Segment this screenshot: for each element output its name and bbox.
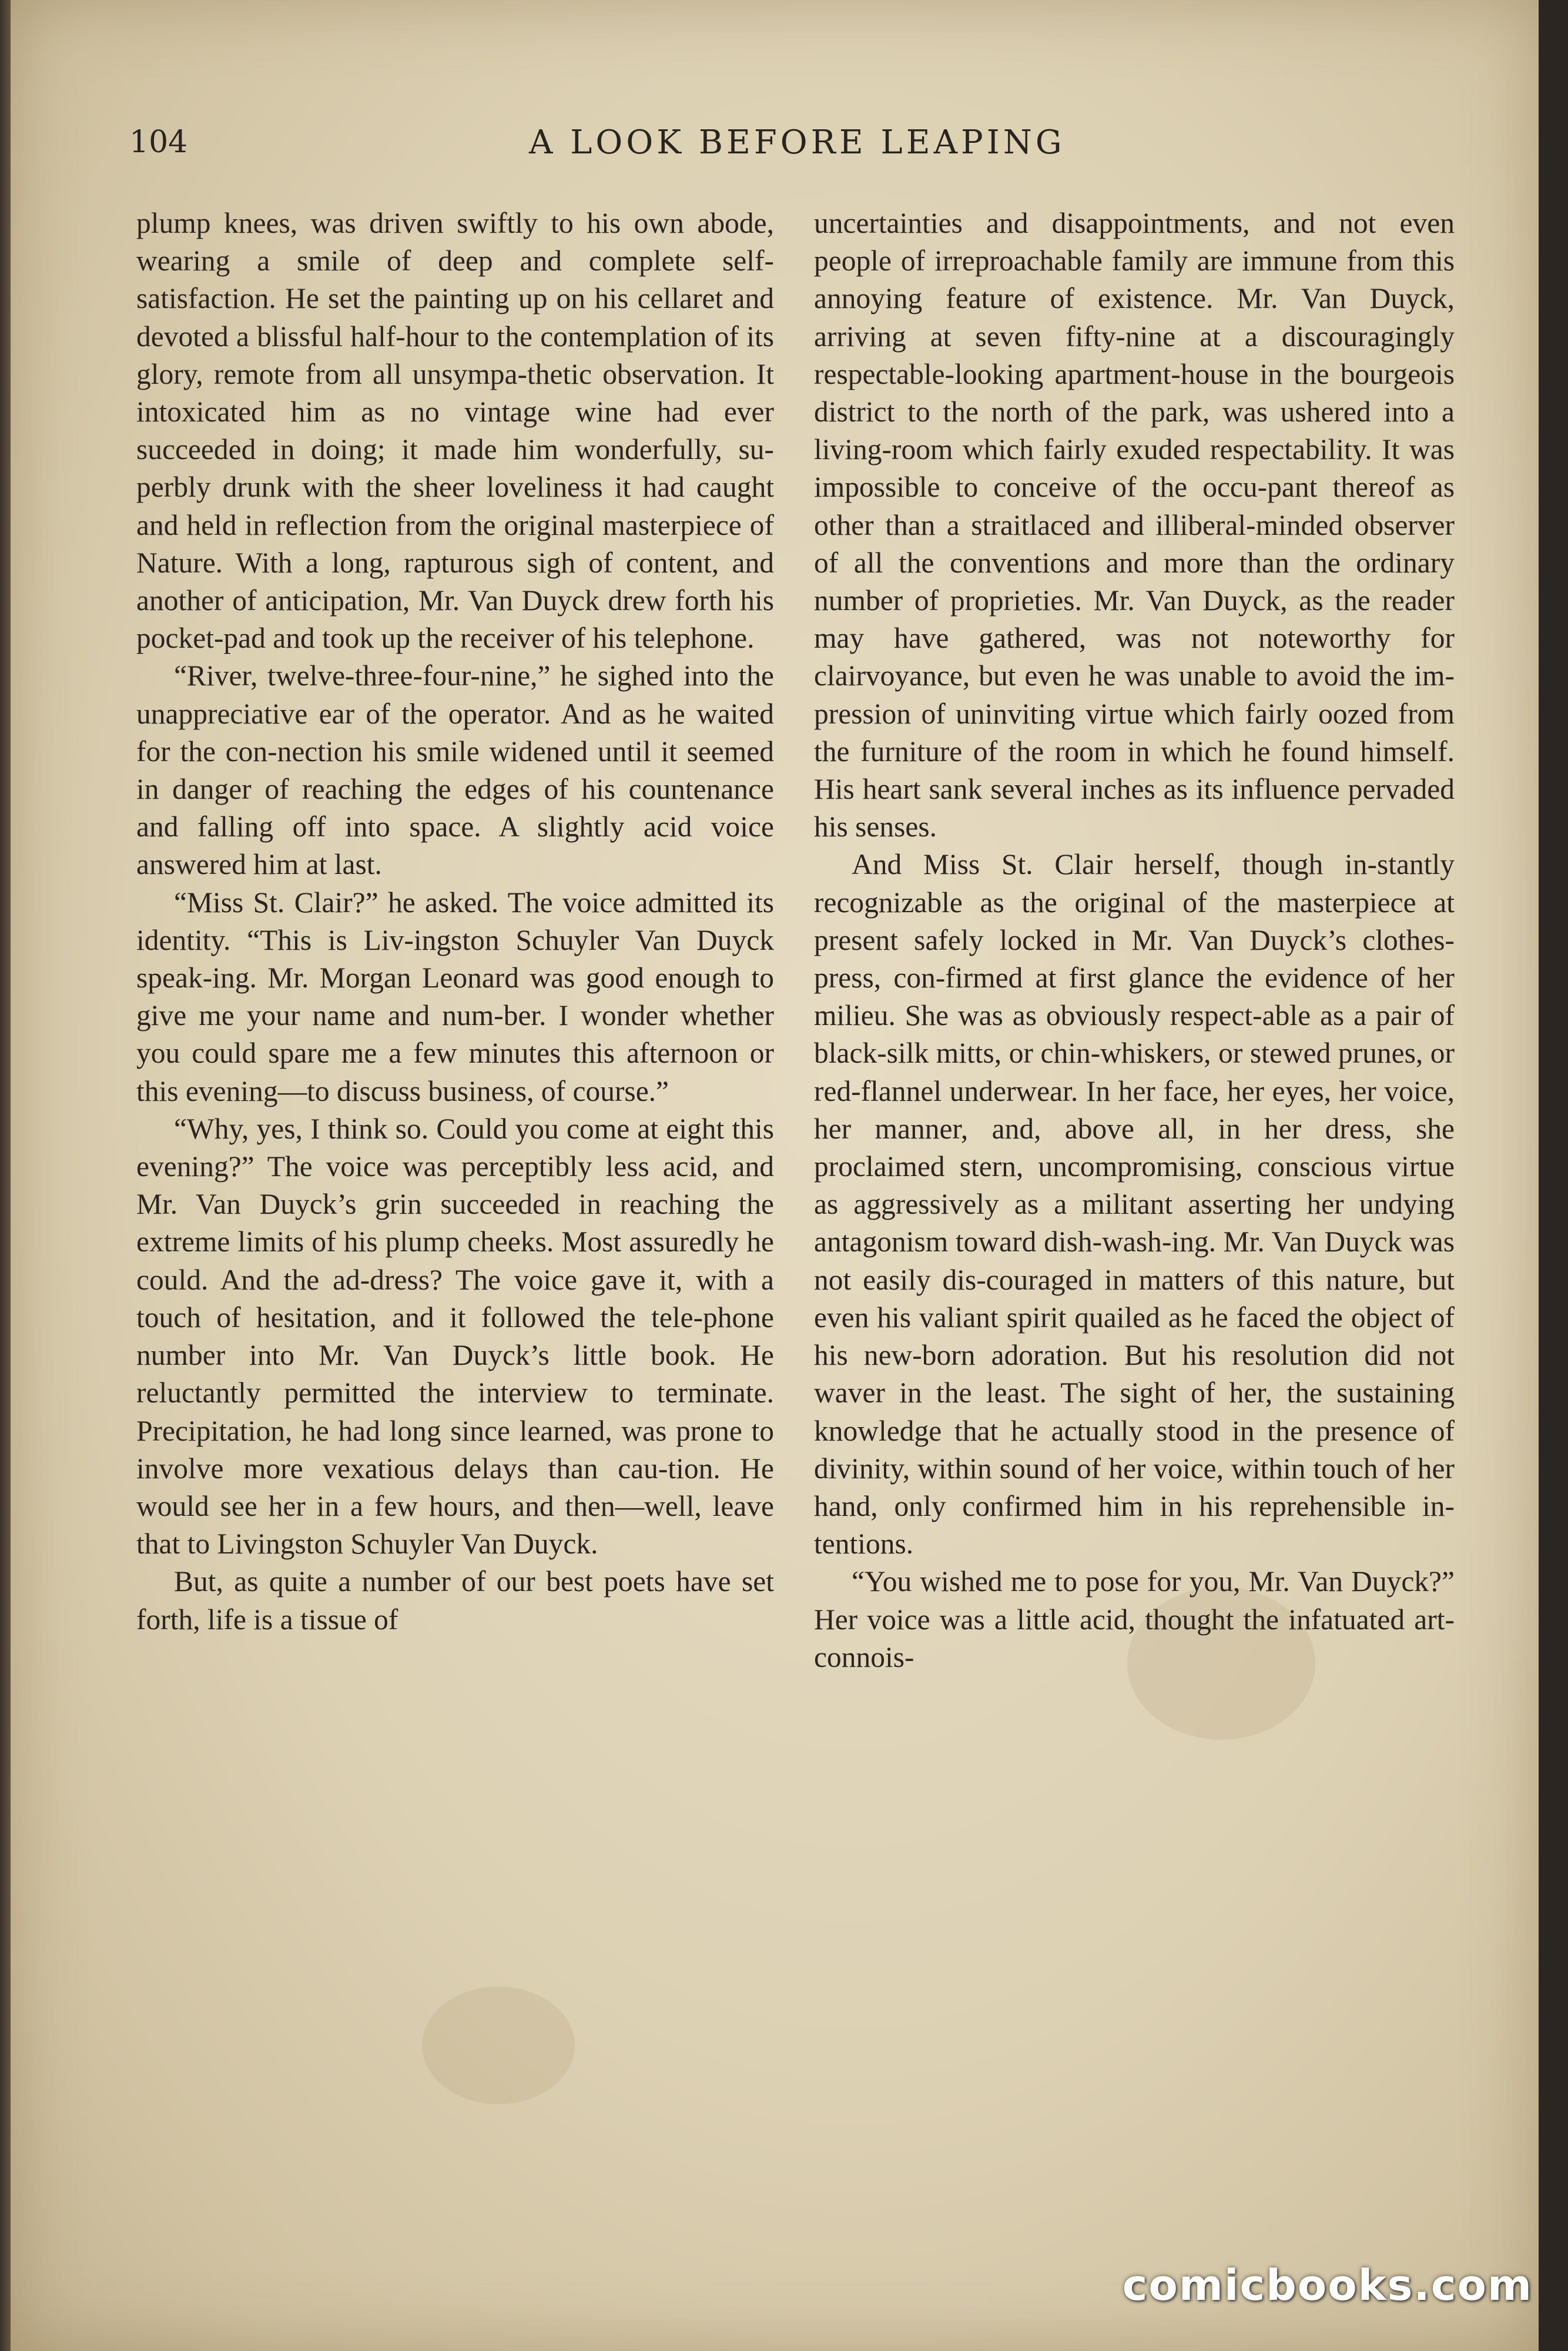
paragraph: But, as quite a number of our best poets have set forth, life is a tissue of: [136, 1565, 774, 1636]
paragraph: “You wished me to pose for you, Mr. Van Duyck?” Her voice was a little acid, thought the infatuated art-connois-: [814, 1565, 1455, 1673]
paragraph: plump knees, was driven swiftly to his own abode, wearing a smile of deep and complete self-satisfaction. He set the painting up on his cellaret and devoted a blissful half-hour to the contemplation of its glory, remote from all unsympa-thetic observation. It intoxicated him as no vintage wine had ever succeeded in doing; it made him wonderfully, su-perbly drunk with the sheer loveliness it had caught and held in reflection from the original masterpiece of Nature. With a long, rapturous sigh of content, and another of anticipation, Mr. Van Duyck drew forth his pocket-pad and took up the receiver of his telephone.: [136, 207, 774, 655]
paragraph: “Miss St. Clair?” he asked. The voice admitted its identity. “This is Liv-ingston Schuyler Van Duyck speak-ing. Mr. Morgan Leonard was good enough to give me your name and num-ber. I wonder whether you could spare me a few minutes this afternoon or this evening—to discuss business, of course.”: [136, 886, 774, 1107]
paper-stain: [422, 1987, 575, 2104]
paragraph: And Miss St. Clair herself, though in-stantly recognizable as the original of the masterpiece at present safely locked in Mr. Van Duyck’s clothes-press, con-firmed at first glance the evidence of her milieu. She was as obviously respect-able as a pair of black-silk mitts, or chin-whiskers, or stewed prunes, or red-flannel underwear. In her face, her eyes, her voice, her manner, and, above all, in her dress, she proclaimed stern, uncompromising, conscious virtue as aggressively as a militant asserting her undying antagonism toward dish-wash-ing. Mr. Van Duyck was not easily dis-couraged in matters of this nature, but even his valiant spirit quailed as he faced the object of his new-born adoration. But his resolution did not waver in the least. The sight of her, the sustaining knowledge that he actually stood in the presence of divinity, within sound of her voice, within touch of her hand, only confirmed him in his reprehensible in-tentions.: [814, 848, 1455, 1560]
paragraph: “Why, yes, I think so. Could you come at eight this evening?” The voice was perceptibly less acid, and Mr. Van Duyck’s grin succeeded in reaching the extreme limits of his plump cheeks. Most assuredly he could. And the ad-dress? The voice gave it, with a touch of hesitation, and it followed the tele-phone number into Mr. Van Duyck’s little book. He reluctantly permitted the interview to terminate. Precipitation, he had long since learned, was prone to involve more vexatious delays than cau-tion. He would see her in a few hours, and then—well, leave that to Livingston Schuyler Van Duyck.: [136, 1112, 774, 1560]
right-text-column: [814, 205, 1455, 1676]
running-head: [129, 118, 1375, 170]
paragraph: uncertainties and disappointments, and not even people of irreproachable family are immune from this annoying feature of existence. Mr. Van Duyck, arriving at seven fifty-nine at a discouragingly respectable-looking apartment-house in the bourgeois district to the north of the park, was ushered into a living-room which fairly exuded respectability. It was impossible to conceive of the occu-pant thereof as other than a straitlaced and illiberal-minded observer of all the conventions and more than the ordinary number of proprieties. Mr. Van Duyck, as the reader may have gathered, was not noteworthy for clairvoyance, but even he was unable to avoid the im-pression of uninviting virtue which fairly oozed from the furniture of the room in which he found himself. His heart sank several inches as its influence pervaded his senses.: [814, 207, 1455, 843]
watermark: comicbooks.com: [1122, 2260, 1533, 2310]
running-title: A LOOK BEFORE LEAPING: [529, 123, 1066, 162]
page-number: 104: [129, 125, 188, 160]
left-text-column: [136, 205, 774, 1639]
paragraph: “River, twelve-three-four-nine,” he sighed into the unappreciative ear of the operator. And as he waited for the con-nection his smile widened until it seemed in danger of reaching the edges of his countenance and falling off into space. A slightly acid voice answered him at last.: [136, 659, 774, 881]
